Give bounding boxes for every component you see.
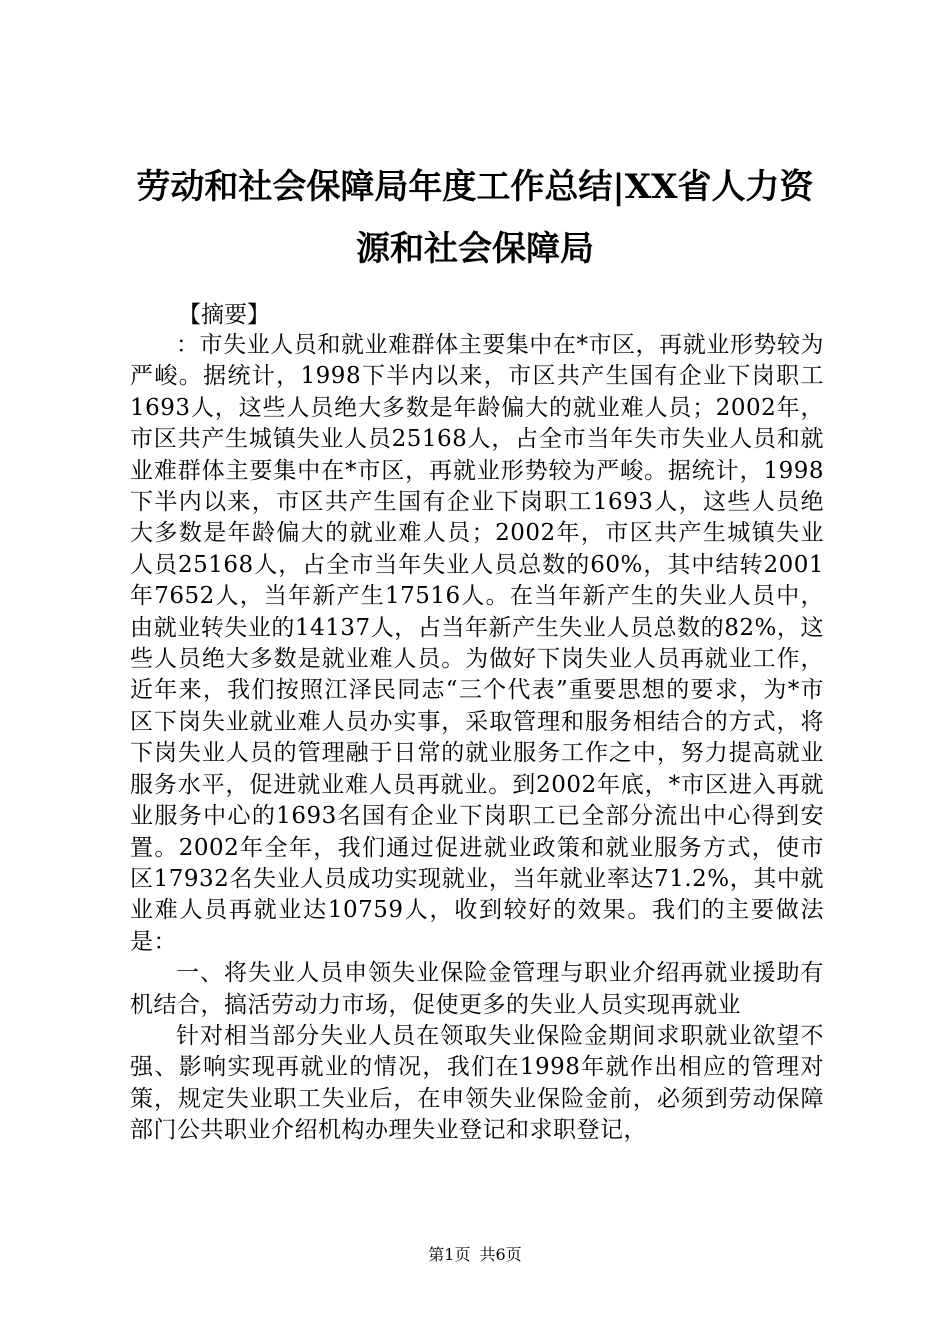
paragraph-3: 针对相当部分失业人员在领取失业保险金期间求职就业欲望不强、影响实现再就业的情况，我们在1998年就作出相应的管理对策，规定失业职工失业后，在申领失业保险金前，必须到劳动保障部门公共职业介绍机构办理失业登记和求职登记， — [130, 1022, 824, 1144]
document-title — [100, 156, 850, 280]
abstract-label: 【摘要】 — [178, 302, 270, 328]
page-total: 共6页 — [479, 1245, 522, 1264]
page-footer — [0, 1245, 950, 1265]
paragraph-2: 一、将失业人员申领失业保险金管理与职业介绍再就业援助有机结合，搞活劳动力市场，促使更多的失业人员实现再就业 — [130, 960, 824, 1018]
paragraph-1: ：市失业人员和就业难群体主要集中在*市区，再就业形势较为严峻。据统计，1998下半内以来，市区共产生国有企业下岗职工1693人，这些人员绝大多数是年龄偏大的就业难人员；2002年，市区共产生城镇失业人员25168人，占全市当年失市失业人员和就业难群体主要集中在*市区，再就业形势较为严峻。据统计，1998下半内以来，市区共产生国有企业下岗职工1693人，这些人员绝大多数是年龄偏大的就业难人员；2002年，市区共产生城镇失业人员25168人，占全市当年失业人员总数的60%，其中结转2001年7652人，当年新产生17516人。在当年新产生的失业人员中，由就业转失业的14137人，占当年新产生失业人员总数的82%，这些人员绝大多数是就业难人员。为做好下岗失业人员再就业工作，近年来，我们按照江泽民同志“三个代表”重要思想的要求，为*市区下岗失业就业难人员办实事，采取管理和服务相结合的方式，将下岗失业人员的管理融于日常的就业服务工作之中，努力提高就业服务水平，促进就业难人员再就业。到2002年底，*市区进入再就业服务中心的1693名国有企业下岗职工已全部分流出中心得到安置。2002年全年，我们通过促进就业政策和就业服务方式，使市区17932名失业人员成功实现就业，当年就业率达71.2%，其中就业难人员再就业达10759人，收到较好的效果。我们的主要做法是： — [130, 332, 824, 955]
document-body — [130, 330, 824, 1147]
title-line-1: 劳动和社会保障局年度工作总结|XX省人力资 — [136, 167, 814, 207]
page-number: 第1页 — [428, 1245, 471, 1264]
title-line-2: 源和社会保障局 — [356, 229, 594, 269]
